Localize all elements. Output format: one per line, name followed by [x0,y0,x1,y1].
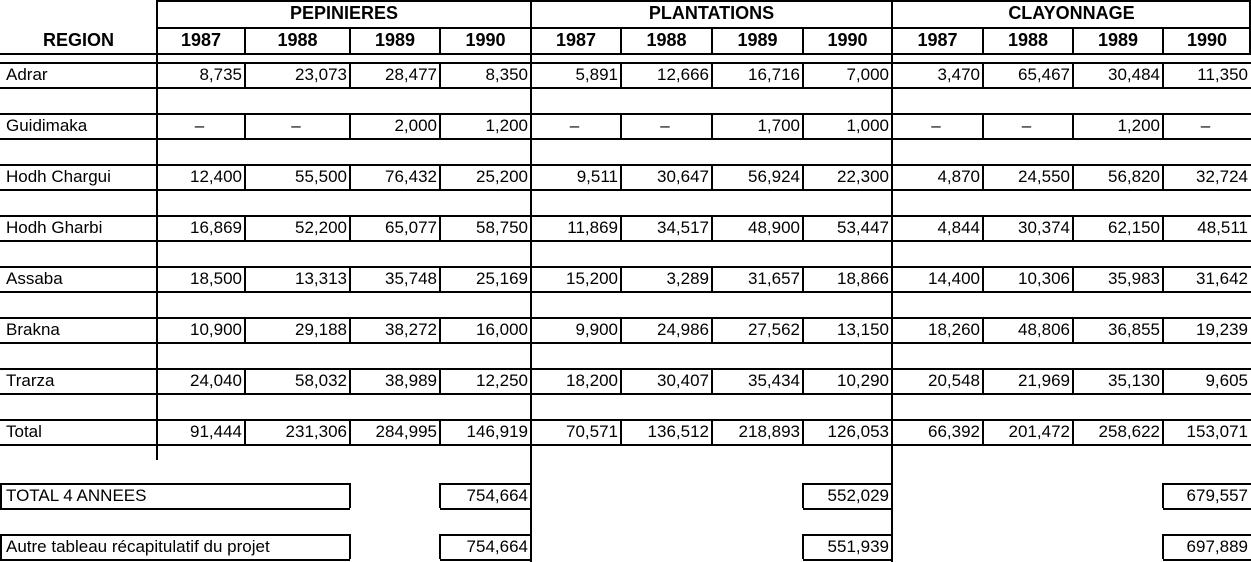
group-header: PEPINIERES [289,3,399,23]
table-cell: 91,444 [190,422,242,441]
grid-vline [439,483,441,508]
table-cell: 201,472 [1008,422,1070,441]
year-header: 1990 [465,30,506,50]
summary-value: 754,664 [466,486,528,505]
table-cell: 35,983 [1108,269,1160,288]
year-header: 1989 [374,30,416,50]
table-cell: 8,350 [485,65,528,84]
year-header: 1990 [827,30,868,50]
grid-vline [620,419,622,444]
table-cell: 218,893 [738,422,800,441]
table-cell: 3,470 [937,65,980,84]
grid-vline [1162,419,1164,444]
table-cell: 48,511 [1197,218,1248,237]
grid-vline [802,266,804,291]
grid-hline [0,62,1251,64]
table-cell: 15,200 [566,269,618,288]
table-cell: 55,500 [295,167,347,186]
grid-vline [1072,419,1074,444]
table-cell: 23,073 [295,65,347,84]
grid-vline [349,27,351,54]
grid-vline [982,368,984,393]
table-cell: 31,642 [1196,269,1248,288]
table-cell: 16,000 [476,320,528,339]
grid-hline [803,534,892,536]
grid-vline [1072,27,1074,54]
grid-vline [439,368,441,393]
grid-hline [440,534,531,536]
table-cell: 28,477 [385,65,437,84]
grid-vline [439,419,441,444]
table-cell: 52,200 [295,218,347,237]
grid-hline [440,508,531,510]
grid-vline [802,368,804,393]
table-cell: 21,969 [1018,371,1070,390]
grid-vline [802,483,804,508]
year-header: 1987 [555,30,597,50]
grid-vline [620,113,622,138]
table-cell: 12,250 [476,371,528,390]
table-cell: 5,891 [575,65,618,84]
grid-vline [349,317,351,342]
table-cell: 16,869 [190,218,242,237]
table-cell: 13,150 [837,320,889,339]
table-cell: 35,130 [1108,371,1160,390]
grid-vline [982,317,984,342]
grid-vline [1249,0,1251,54]
grid-vline [982,27,984,54]
table-cell: 65,077 [385,218,437,237]
grid-vline [244,317,246,342]
table-cell: 58,032 [295,371,347,390]
table-cell: 35,748 [385,269,437,288]
grid-hline [0,240,1251,242]
table-cell: – [194,116,205,135]
grid-vline [439,534,441,559]
grid-vline [1162,62,1164,87]
grid-vline [802,534,804,559]
grid-vline [439,62,441,87]
grid-vline [244,266,246,291]
table-cell: 4,870 [937,167,980,186]
year-header: 1988 [646,30,687,50]
grid-vline [1162,534,1164,559]
table-cell: 12,666 [657,65,709,84]
table-cell: 18,866 [837,269,889,288]
grid-vline [711,27,713,54]
summary-label: TOTAL 4 ANNEES [6,486,147,505]
grid-hline [0,53,1251,55]
grid-vline [244,368,246,393]
table-cell: – [660,116,670,135]
grid-vline [349,368,351,393]
table-cell: 24,550 [1018,167,1070,186]
grid-vline [620,27,622,54]
table-cell: 12,400 [190,167,242,186]
grid-vline [620,368,622,393]
table-cell: 34,517 [657,218,709,237]
table-cell: 25,200 [476,167,528,186]
grid-vline [1072,317,1074,342]
table-cell: 35,434 [748,371,800,390]
grid-hline [157,27,1251,29]
table-cell: 7,000 [846,65,889,84]
table-cell: 1,700 [757,116,800,135]
grid-vline [1072,215,1074,240]
table-cell: 56,820 [1108,167,1160,186]
grid-vline [1072,62,1074,87]
grid-vline [349,483,351,508]
year-header: 1987 [180,30,222,50]
group-header: PLANTATIONS [648,3,775,23]
region-header: REGION [42,30,114,50]
table-cell: 258,622 [1098,422,1160,441]
table-cell: 30,407 [657,371,709,390]
table-cell: 10,290 [837,371,889,390]
grid-hline [0,534,350,536]
region-label: Assaba [6,269,63,288]
grid-hline [1163,559,1251,561]
table-cell: 136,512 [647,422,709,441]
table-cell: 126,053 [827,422,889,441]
grid-vline [620,215,622,240]
grid-vline [156,0,158,460]
table-cell: 231,306 [285,422,347,441]
grid-vline [982,164,984,189]
year-header: 1988 [277,30,318,50]
grid-hline [0,266,1251,268]
table-cell: 13,313 [295,269,347,288]
table-cell: 18,500 [190,269,242,288]
grid-vline [1072,164,1074,189]
summary-value: 552,029 [827,486,889,505]
grid-vline [439,164,441,189]
table-cell: – [291,116,301,135]
table-cell: 284,995 [375,422,437,441]
grid-vline [439,317,441,342]
grid-vline [349,62,351,87]
grid-vline [349,164,351,189]
grid-vline [711,266,713,291]
grid-vline [1162,266,1164,291]
table-cell: 10,900 [190,320,242,339]
summary-value: 697,889 [1186,537,1248,556]
grid-vline [1162,317,1164,342]
table-cell: 48,900 [748,218,800,237]
table-cell: – [931,116,941,135]
grid-hline [0,419,1251,421]
grid-hline [0,291,1251,293]
grid-vline [982,62,984,87]
table-cell: 70,571 [566,422,618,441]
grid-hline [440,483,531,485]
year-header: 1989 [737,30,778,50]
summary-label: Autre tableau récapitulatif du projet [6,537,270,556]
grid-vline [982,419,984,444]
grid-vline [802,27,804,54]
grid-vline [1162,368,1164,393]
table-cell: 22,300 [837,167,889,186]
grid-hline [0,483,350,485]
table-cell: 9,511 [576,167,618,186]
table-cell: 14,400 [928,269,980,288]
grid-hline [1163,534,1251,536]
grid-vline [982,266,984,291]
grid-vline [439,113,441,138]
summary-value: 679,557 [1186,486,1248,505]
grid-vline [0,534,2,559]
grid-vline [802,113,804,138]
table-cell: 8,735 [199,65,242,84]
grid-hline [0,393,1251,395]
grid-vline [244,113,246,138]
grid-vline [711,62,713,87]
grid-vline [156,27,158,54]
table-cell: 53,447 [837,218,889,237]
grid-vline [711,215,713,240]
grid-vline [1072,368,1074,393]
grid-vline [711,113,713,138]
grid-vline [439,266,441,291]
table-cell: 24,986 [657,320,709,339]
table-cell: 18,200 [566,371,618,390]
table-cell: 11,350 [1197,65,1248,84]
region-label: Hodh Chargui [6,167,111,186]
table-cell: 10,306 [1018,269,1070,288]
grid-vline [1072,266,1074,291]
grid-hline [0,444,1251,446]
grid-hline [0,138,1251,140]
table-cell: 25,169 [476,269,528,288]
table-cell: 38,272 [385,320,437,339]
table-cell: 1,000 [846,116,889,135]
grid-vline [1072,113,1074,138]
grid-hline [0,189,1251,191]
grid-vline [802,215,804,240]
year-header: 1988 [1007,30,1049,50]
grid-hline [803,483,892,485]
grid-hline [0,87,1251,89]
grid-vline [711,317,713,342]
table-cell: 146,919 [466,422,528,441]
grid-vline [244,419,246,444]
grid-hline [440,559,531,561]
table-cell: 9,900 [575,320,618,339]
table-cell: 30,484 [1108,65,1160,84]
grid-vline [620,317,622,342]
grid-vline [244,164,246,189]
table-cell: 9,605 [1205,371,1248,390]
table-cell: 4,844 [937,218,980,237]
table-cell: 16,716 [748,65,800,84]
region-label: Hodh Gharbi [6,218,103,237]
grid-vline [711,419,713,444]
grid-vline [982,113,984,138]
grid-vline [349,113,351,138]
table-cell: 20,548 [928,371,980,390]
table-cell: – [1200,116,1211,135]
grid-vline [349,419,351,444]
grid-vline [802,62,804,87]
grid-hline [0,113,1251,115]
grid-vline [802,164,804,189]
table-cell: – [1021,116,1032,135]
grid-vline [620,164,622,189]
grid-hline [1163,508,1251,510]
grid-vline [711,368,713,393]
table-cell: 48,806 [1018,320,1070,339]
grid-vline [802,317,804,342]
grid-hline [0,559,350,561]
table-cell: 2,000 [394,116,437,135]
table-cell: 58,750 [476,218,528,237]
grid-vline [620,266,622,291]
table-cell: 32,724 [1196,167,1248,186]
grid-vline [891,0,893,460]
grid-vline [0,483,2,508]
grid-hline [803,559,892,561]
grid-vline [982,215,984,240]
table-cell: 153,071 [1186,422,1248,441]
grid-hline [0,164,1251,166]
region-label: Guidimaka [6,116,88,135]
grid-vline [1162,113,1164,138]
year-header: 1989 [1097,30,1139,50]
table-cell: 18,260 [928,320,980,339]
table-cell: 3,289 [666,269,709,288]
grid-vline [439,215,441,240]
table-cell: 1,200 [485,116,528,135]
table-cell: 1,200 [1117,116,1160,135]
grid-vline [349,534,351,559]
group-header: CLAYONNAGE [1008,3,1135,23]
grid-vline [1162,215,1164,240]
grid-vline [891,27,893,54]
grid-vline [711,164,713,189]
grid-hline [0,508,350,510]
table-cell: 56,924 [748,167,800,186]
grid-hline [803,508,892,510]
grid-vline [530,0,532,460]
table-cell: 36,855 [1108,320,1160,339]
region-label: Total [6,422,42,441]
grid-hline [0,368,1251,370]
table-cell: 76,432 [385,167,437,186]
year-header: 1990 [1186,30,1228,50]
table-cell: 65,467 [1018,65,1070,84]
table-cell: – [569,116,580,135]
grid-vline [620,62,622,87]
table-cell: 11,869 [567,218,618,237]
grid-hline [1163,483,1251,485]
table-cell: 19,239 [1196,320,1248,339]
table-cell: 30,647 [657,167,709,186]
region-label: Adrar [6,65,48,84]
grid-hline [0,215,1251,217]
grid-vline [244,27,246,54]
grid-hline [0,342,1251,344]
grid-hline [157,0,1251,2]
grid-vline [439,27,441,54]
table-cell: 29,188 [295,320,347,339]
grid-vline [349,266,351,291]
year-header: 1987 [917,30,958,50]
region-label: Brakna [6,320,60,339]
table-cell: 62,150 [1108,218,1160,237]
table-cell: 38,989 [385,371,437,390]
table-cell: 24,040 [190,371,242,390]
region-label: Trarza [6,371,55,390]
grid-vline [1162,27,1164,54]
table-cell: 31,657 [748,269,800,288]
grid-vline [244,215,246,240]
grid-vline [244,62,246,87]
table-cell: 66,392 [928,422,980,441]
grid-vline [349,215,351,240]
summary-value: 551,939 [827,537,889,556]
grid-vline [802,419,804,444]
table-cell: 30,374 [1018,218,1070,237]
table-cell: 27,562 [748,320,800,339]
summary-value: 754,664 [466,537,528,556]
grid-hline [0,317,1251,319]
grid-vline [1162,164,1164,189]
grid-vline [1162,483,1164,508]
grid-vline [530,27,532,54]
